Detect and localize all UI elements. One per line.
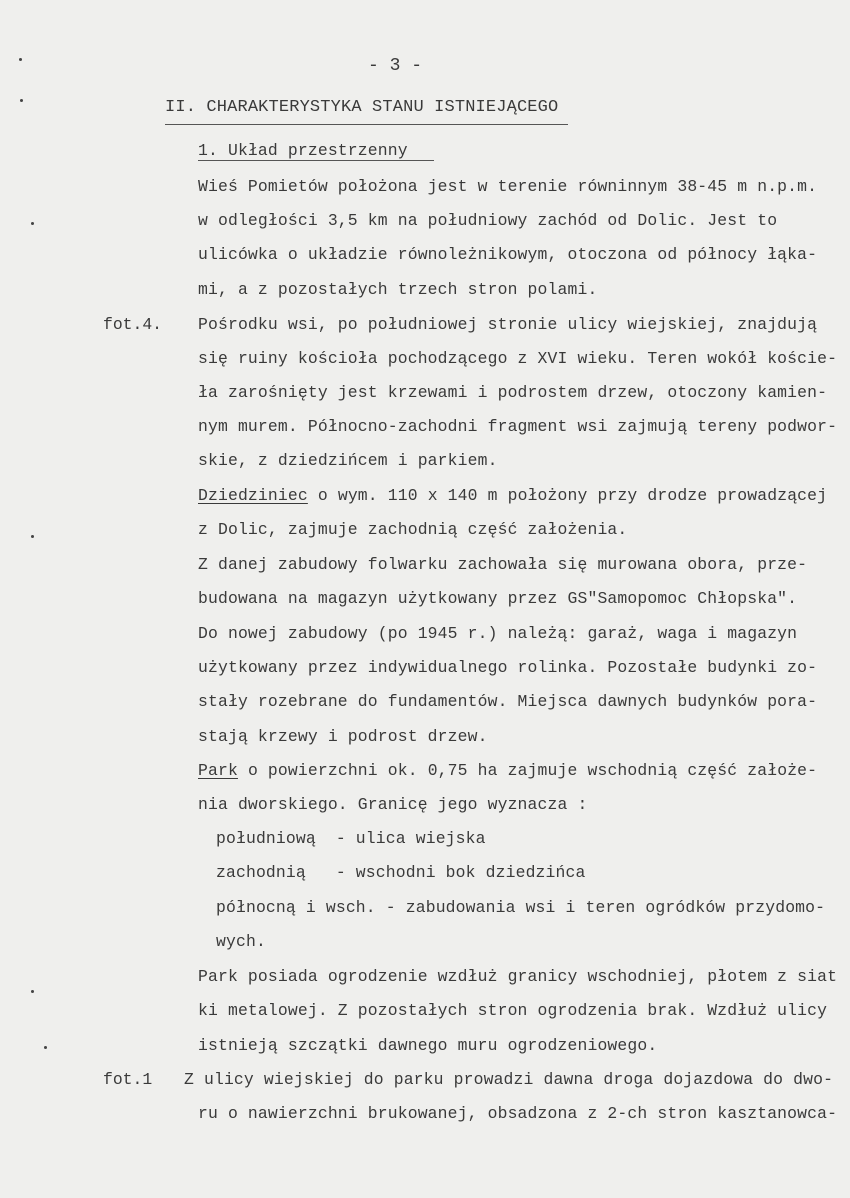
text-line-3: ulicówka o układzie równoleżnikowym, otoczona od północy łąka-	[198, 245, 818, 264]
text-line-9: skie, z dziedzińcem i parkiem.	[198, 451, 498, 470]
scan-speck	[20, 99, 23, 102]
text-line-22: północną i wsch. - zabudowania wsi i teren ogródków przydomo-	[216, 898, 826, 917]
text-line-18	[198, 761, 817, 781]
text-line-11: z Dolic, zajmuje zachodnią część założenia.	[198, 520, 628, 539]
scan-speck	[19, 58, 22, 61]
text-line-17: stają krzewy i podrost drzew.	[198, 727, 488, 746]
text-line-2: w odległości 3,5 km na południowy zachód od Dolic. Jest to	[198, 211, 778, 230]
text-line-24: Park posiada ogrodzenie wzdłuż granicy wschodniej, płotem z siat	[198, 967, 838, 986]
text-line-14: Do nowej zabudowy (po 1945 r.) należą: garaż, waga i magazyn	[198, 624, 798, 643]
margin-ref-fot4: fot.4.	[103, 315, 163, 334]
text-line-20: południową - ulica wiejska	[216, 829, 486, 848]
scan-speck	[31, 222, 34, 225]
term-dziedziniec: Dziedziniec	[198, 486, 308, 505]
text-line-19: nia dworskiego. Granicę jego wyznacza :	[198, 795, 588, 814]
scan-speck	[31, 535, 34, 538]
text-line-6: się ruiny kościoła pochodzącego z XVI wieku. Teren wokół koście-	[198, 349, 838, 368]
text-line-18-rest: o powierzchni ok. 0,75 ha zajmuje wschodnią część założe-	[247, 761, 818, 780]
text-line-21: zachodnią - wschodni bok dziedzińca	[216, 863, 586, 882]
section-title: 1. Układ przestrzenny	[198, 141, 408, 160]
text-line-27: Z ulicy wiejskiej do parku prowadzi dawna droga dojazdowa do dwo-	[184, 1070, 834, 1089]
text-line-7: ła zarośnięty jest krzewami i podrostem drzew, otoczony kamien-	[198, 383, 828, 402]
chapter-title-underline	[165, 124, 568, 125]
margin-ref-fot1: fot.1	[103, 1070, 153, 1089]
text-line-12: Z danej zabudowy folwarku zachowała się murowana obora, prze-	[198, 555, 808, 574]
text-line-25: ki metalowej. Z pozostałych stron ogrodzenia brak. Wzdłuż ulicy	[198, 1001, 828, 1020]
text-line-5: Pośrodku wsi, po południowej stronie ulicy wiejskiej, znajdują	[198, 315, 818, 334]
text-line-28: ru o nawierzchni brukowanej, obsadzona z 2-ch stron kasztanowca-	[198, 1104, 838, 1123]
text-line-1: Wieś Pomietów położona jest w terenie równinnym 38-45 m n.p.m.	[198, 177, 818, 196]
chapter-title: II. CHARAKTERYSTYKA STANU ISTNIEJĄCEGO	[165, 98, 559, 117]
text-line-15: użytkowany przez indywidualnego rolinka. Pozostałe budynki zo-	[198, 658, 818, 677]
scan-speck	[44, 1046, 47, 1049]
text-line-4: mi, a z pozostałych trzech stron polami.	[198, 280, 598, 299]
scan-speck	[31, 990, 34, 993]
text-line-23: wych.	[216, 932, 266, 951]
page-number: - 3 -	[368, 56, 423, 76]
text-line-8: nym murem. Północno-zachodni fragment wsi zajmują tereny podwor-	[198, 417, 838, 436]
text-line-26: istnieją szczątki dawnego muru ogrodzeniowego.	[198, 1036, 658, 1055]
text-line-10-rest: o wym. 110 x 140 m położony przy drodze prowadzącej	[317, 486, 828, 505]
section-title-underline	[198, 160, 434, 161]
text-line-16: stały rozebrane do fundamentów. Miejsca dawnych budynków pora-	[198, 692, 818, 711]
term-park: Park	[198, 761, 238, 780]
text-line-13: budowana na magazyn użytkowany przez GS"Samopomoc Chłopska".	[198, 589, 798, 608]
text-line-10	[198, 486, 827, 506]
